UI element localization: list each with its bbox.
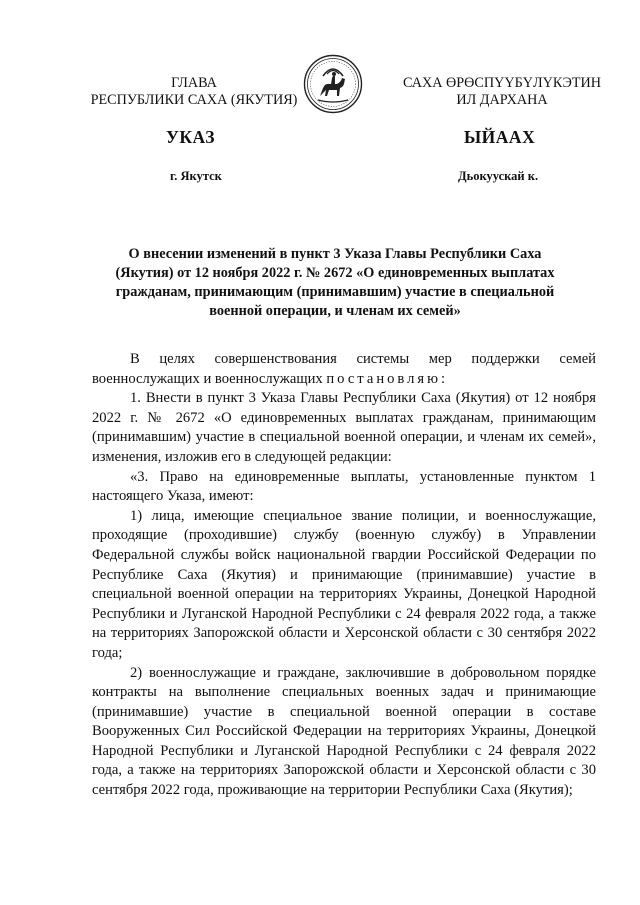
paragraph-preamble [92, 350, 596, 389]
heading-line3: гражданам, принимающим (принимавшим) участие в специальной [115, 284, 555, 300]
heading-line2: (Якутия) от 12 ноября 2022 г. № 2672 «О единовременных выплатах [115, 265, 555, 281]
decree-body [92, 350, 596, 801]
paragraph-item-1: 1. Внести в пункт 3 Указа Главы Республики Саха (Якутия) от 12 ноября 2022 г. № 2672 «О единовременных выплатах гражданам, принимающим (принимавшим) участие в специальной военной операции, и членам их семей», изменения, изложив его в следующей редакции: [92, 390, 596, 465]
paragraph-item-3: «3. Право на единовременные выплаты, установленные пунктом 1 настоящего Указа, имеют: [92, 468, 596, 505]
header-left-line1: ГЛАВА [171, 75, 217, 91]
paragraph-subitem-1: 1) лица, имеющие специальное звание полиции, и военнослужащие, проходящие (проходившие) службу (военную службу) в Управлении Федеральной службы войск национальной гвардии Российской Федерации по Республике Саха (Якутия) и принимающие (принимавшие) участие в специальной военной операции на территориях Украины, Донецкой Народной Республики и Луганской Народной Республики с 24 февраля 2022 года, а также на территориях Запорожской области и Херсонской области с 30 сентября 2022 года; [92, 507, 596, 661]
city-dyokuuskay: Дьокуускай к. [458, 169, 539, 183]
city-yakutsk: г. Якутск [170, 169, 222, 183]
preamble-colon: : [441, 370, 446, 387]
header-right-line1: САХА ӨРӨСПҮҮБҮЛҮКЭТИН [402, 75, 602, 91]
title-ukaz: УКАЗ [166, 127, 215, 147]
decree-heading [100, 245, 570, 321]
header-right [377, 75, 627, 109]
header-left-line2: РЕСПУБЛИКИ САХА (ЯКУТИЯ) [90, 92, 298, 108]
paragraph-subitem-2: 2) военнослужащие и граждане, заключившие в добровольном порядке контракты на выполнение специальных военных задач и принимающие (принимавшие) участие в специальной военной операции в составе Вооруженных Сил Российской Федерации на территориях Украины, Донецкой Народной Республики и Луганской Народной Республики с 24 февраля 2022 года, а также на территориях Запорожской области и Херсонской области с 30 сентября 2022 года, проживающие на территории Республики Саха (Якутия); [92, 664, 596, 799]
header-right-line2: ИЛ ДАРХАНА [456, 92, 548, 108]
title-yyaah: ЫЙААХ [464, 127, 536, 147]
heading-line4: военной операции, и членам их семей» [209, 303, 461, 319]
sakha-coat-of-arms-icon [303, 54, 363, 114]
preamble-text: В целях совершенствования системы мер поддержки семей военнослужащих и военнослужащих [92, 351, 596, 387]
heading-line1: О внесении изменений в пункт 3 Указа Главы Республики Саха [128, 246, 542, 262]
preamble-decree-word: постановляю [326, 370, 442, 387]
header-left [74, 75, 314, 109]
